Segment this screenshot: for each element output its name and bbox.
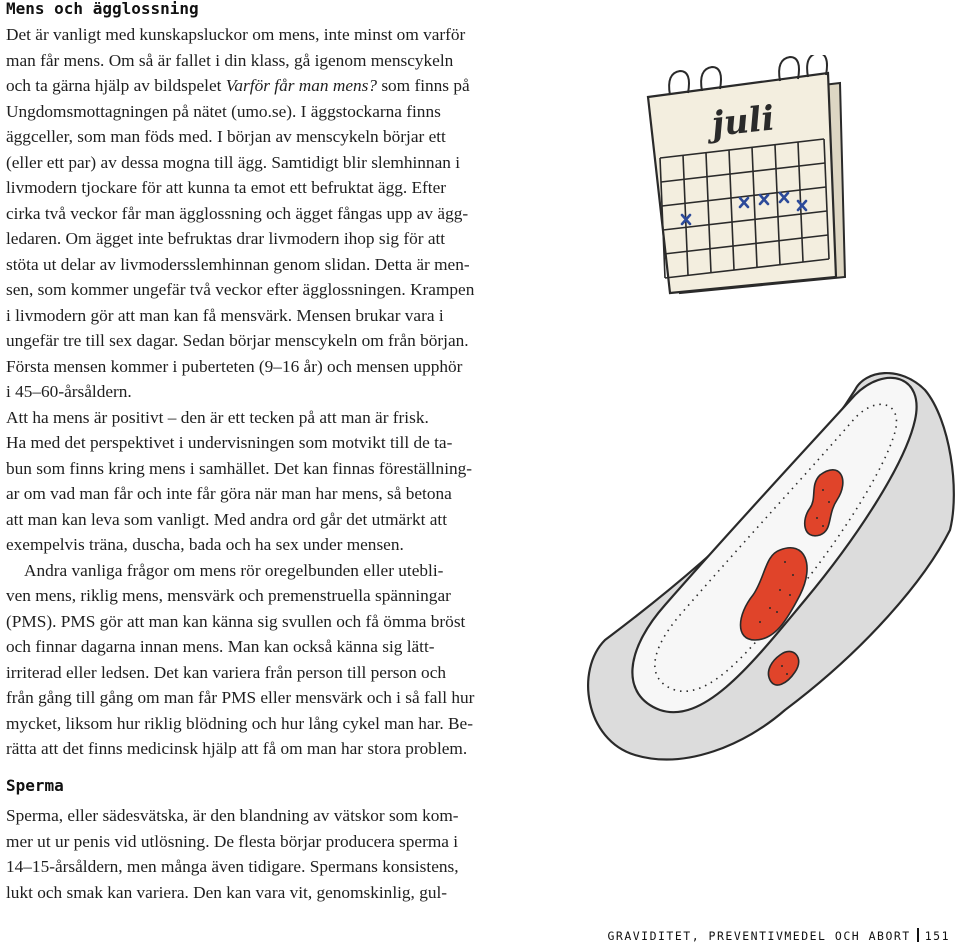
text-line: irriterad eller ledsen. Det kan variera från person till person och <box>6 662 447 682</box>
text-line-with-title <box>6 73 474 99</box>
text-line: sen, som kommer ungefär två veckor efter ägglossningen. Krampen <box>6 280 475 299</box>
footer-divider <box>917 928 919 942</box>
section-body-sperma <box>6 803 459 905</box>
chapter-title: GRAVIDITET, PREVENTIVMEDEL OCH ABORT <box>607 929 911 943</box>
text-line: mycket, liksom hur riklig blödning och hur lång cykel man har. Be- <box>6 713 473 733</box>
text-line: bun som finns kring mens i samhället. Det kan finnas föreställning- <box>6 458 473 478</box>
text-line: Ungdomsmottagningen på nätet (umo.se). I äggstockarna finns <box>6 101 441 121</box>
text-line: äggceller, som man föds med. I början av menscykeln börjar ett <box>6 127 446 146</box>
pad-illustration <box>565 350 960 770</box>
text-line: Första mensen kommer i puberteten (9–16 år) och mensen upphör <box>6 356 463 376</box>
text-line: rätta att det finns medicinsk hjälp att få om man har stora problem. <box>6 739 468 758</box>
section-heading-sperma: Sperma <box>6 776 64 795</box>
text-line: exempelvis träna, duscha, bada och ha sex under mensen. <box>6 535 404 554</box>
text-line: 14–15-årsåldern, men många även tidigare. Spermans konsistens, <box>6 857 459 876</box>
text-line: ledaren. Om ägget inte befruktas drar livmodern ihop sig för att <box>6 229 446 248</box>
text-line: stöta ut delar av livmodersslemhinnan genom slidan. Detta är men- <box>6 254 470 274</box>
calendar-month: juli <box>709 98 777 145</box>
text-line: och finnar dagarna innan mens. Man kan också känna sig lätt- <box>6 637 435 656</box>
page-footer <box>607 928 950 943</box>
text-line: i 45–60-årsåldern. <box>6 382 132 401</box>
text-line: Andra vanliga frågor om mens rör oregelbunden eller utebli- <box>24 560 444 580</box>
calendar-illustration <box>640 55 860 300</box>
text-line: att man kan leva som vanligt. Med andra ord går det utmärkt att <box>6 509 448 529</box>
text-line: Att ha mens är positivt – den är ett tecken på att man är frisk. <box>6 407 429 427</box>
section-body-mens <box>6 22 474 762</box>
text-line: Det är vanligt med kunskapsluckor om mens, inte minst om varför <box>6 25 466 44</box>
text-line: mer ut ur penis vid utlösning. De flesta börjar producera sperma i <box>6 831 459 851</box>
text-line: (PMS). PMS gör att man kan känna sig svullen och få ömma bröst <box>6 611 466 631</box>
text-line: (eller ett par) av dessa mogna till ägg. Samtidigt blir slemhinnan i <box>6 152 461 172</box>
text-line: man får mens. Om så är fallet i din klass, gå igenom menscykeln <box>6 50 454 70</box>
text-line: livmodern tjockare för att kunna ta emot ett befruktat ägg. Efter <box>6 178 447 197</box>
text-line: cirka två veckor får man ägglossning och ägget fångas upp av ägg- <box>6 203 469 223</box>
text-line: ar om vad man får och inte får göra när man har mens, så betona <box>6 484 452 503</box>
text-line: ungefär tre till sex dagar. Sedan börjar menscykeln om från början. <box>6 331 469 350</box>
text-line: Sperma, eller sädesvätska, är den blandning av vätskor som kom- <box>6 806 459 825</box>
section-heading-mens: Mens och ägglossning <box>6 0 199 18</box>
text-line: från gång till gång om man får PMS eller mensvärk och i så fall hur <box>6 688 475 707</box>
text-line: i livmodern gör att man kan få mensvärk. Mensen brukar vara i <box>6 305 444 325</box>
text-line: Ha med det perspektivet i undervisningen som motvikt till de ta- <box>6 433 453 452</box>
page-number: 151 <box>924 929 950 943</box>
text-line: lukt och smak kan variera. Den kan vara vit, genomskinlig, gul- <box>6 882 448 902</box>
text-fragment: och ta gärna hjälp av bildspelet <box>6 76 226 95</box>
text-line: ven mens, riklig mens, mensvärk och premenstruella spänningar <box>6 586 451 605</box>
text-fragment: som finns på <box>377 76 470 95</box>
slideshow-title: Varför får man mens? <box>225 76 377 95</box>
